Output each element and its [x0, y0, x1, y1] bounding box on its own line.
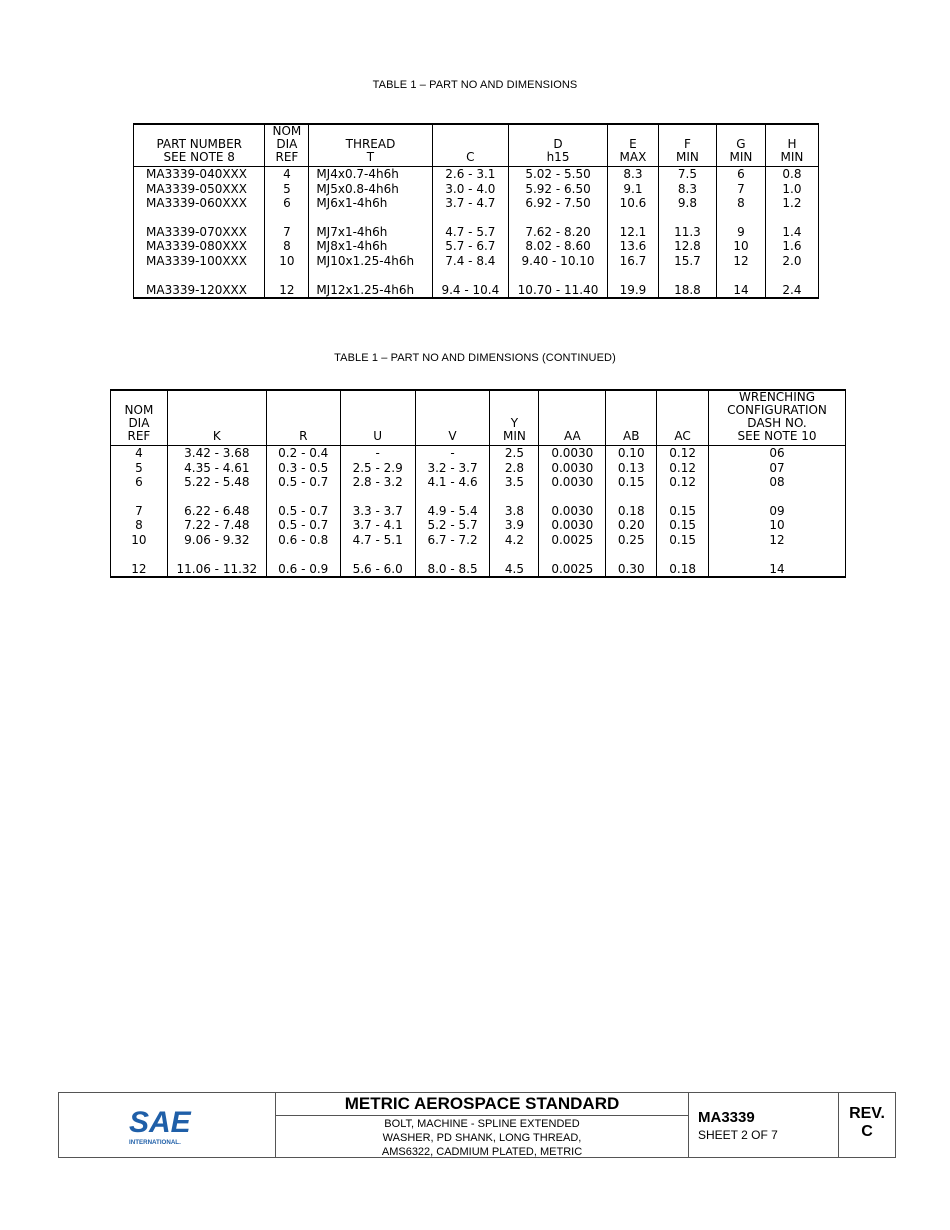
table-row — [111, 446, 846, 461]
table-cell: 3.8 — [490, 504, 539, 519]
sae-logo — [129, 1104, 209, 1148]
table-cell: 12 — [111, 562, 168, 578]
description-line-3: AMS6322, CADMIUM PLATED, METRIC — [381, 1146, 583, 1158]
table-cell: 6 — [265, 196, 309, 211]
column-header-line: D — [553, 137, 563, 151]
column-header — [167, 390, 266, 446]
column-header — [606, 390, 657, 446]
table-cell: MJ6x1-4h6h — [309, 196, 432, 211]
table-cell: 0.30 — [606, 562, 657, 578]
column-header — [266, 390, 340, 446]
table-cell: 5 — [265, 182, 309, 197]
table-cell: 11.3 — [658, 225, 716, 240]
spacer-cell — [607, 211, 658, 225]
column-header — [432, 124, 508, 167]
table-cell: 13.6 — [607, 239, 658, 254]
table-cell: 0.5 - 0.7 — [266, 504, 340, 519]
spacer-cell — [265, 211, 309, 225]
column-header — [490, 390, 539, 446]
table-cell: 0.15 — [657, 533, 709, 548]
spacer-row — [134, 211, 819, 225]
revision-label: REV. — [849, 1105, 885, 1122]
table-cell: MA3339-080XXX — [134, 239, 265, 254]
column-header-line: DIA — [128, 416, 150, 430]
table-cell: 0.0030 — [539, 475, 606, 490]
spacer-cell — [309, 269, 432, 283]
table-cell: 10 — [709, 518, 846, 533]
column-header-line: T — [366, 150, 375, 164]
column-header-line: MIN — [676, 150, 699, 164]
table-cell: 19.9 — [607, 283, 658, 299]
table-cell: 0.25 — [606, 533, 657, 548]
table-cell: 0.6 - 0.9 — [266, 562, 340, 578]
column-header-line: C — [466, 150, 475, 164]
table-cell: 9 — [717, 225, 766, 240]
table-cell: 10 — [717, 239, 766, 254]
column-header — [340, 390, 415, 446]
column-header-line: DIA — [276, 137, 298, 151]
table-cell: 10 — [111, 533, 168, 548]
table-cell: 5.7 - 6.7 — [432, 239, 508, 254]
table-cell: 4.5 — [490, 562, 539, 578]
column-header-line: WRENCHING — [739, 390, 816, 404]
spacer-cell — [765, 269, 818, 283]
title-block — [58, 1092, 896, 1158]
table-cell: 6 — [111, 475, 168, 490]
table-row — [111, 461, 846, 476]
table-row — [134, 225, 819, 240]
spacer-cell — [432, 269, 508, 283]
spacer-cell — [167, 548, 266, 562]
standard-title: METRIC AEROSPACE STANDARD — [276, 1093, 688, 1116]
table-cell: 9.8 — [658, 196, 716, 211]
column-header — [717, 124, 766, 167]
table-row — [111, 475, 846, 490]
table-cell: 9.40 - 10.10 — [509, 254, 608, 269]
table-cell: 0.3 - 0.5 — [266, 461, 340, 476]
table-cell: 8.0 - 8.5 — [415, 562, 490, 578]
column-header — [415, 390, 490, 446]
table-row — [111, 533, 846, 548]
table-cell: 4.9 - 5.4 — [415, 504, 490, 519]
table-cell: 2.6 - 3.1 — [432, 167, 508, 182]
spacer-cell — [657, 548, 709, 562]
spacer-cell — [167, 490, 266, 504]
table-row — [134, 182, 819, 197]
table-cell: MA3339-120XXX — [134, 283, 265, 299]
table-cell: 12 — [717, 254, 766, 269]
description-line-1: BOLT, MACHINE - SPLINE EXTENDED — [384, 1118, 580, 1130]
table-cell: 8 — [265, 239, 309, 254]
spacer-cell — [490, 548, 539, 562]
table-cell: 0.2 - 0.4 — [266, 446, 340, 461]
spacer-cell — [509, 269, 608, 283]
column-header-line: NOM — [272, 124, 302, 138]
spacer-cell — [340, 548, 415, 562]
spacer-cell — [658, 269, 716, 283]
spacer-cell — [765, 211, 818, 225]
table-row — [111, 504, 846, 519]
spacer-cell — [111, 548, 168, 562]
table-cell: 0.20 — [606, 518, 657, 533]
table-row — [134, 196, 819, 211]
table-cell: 0.15 — [657, 504, 709, 519]
column-header — [657, 390, 709, 446]
column-header-line: H — [787, 137, 797, 151]
table-cell: 11.06 - 11.32 — [167, 562, 266, 578]
spacer-cell — [509, 211, 608, 225]
column-header-line: SEE NOTE 10 — [737, 429, 817, 443]
spacer-cell — [658, 211, 716, 225]
table-cell: 3.7 - 4.7 — [432, 196, 508, 211]
column-header — [765, 124, 818, 167]
logo-cell — [59, 1093, 276, 1157]
table1-caption: TABLE 1 – PART NO AND DIMENSIONS — [372, 79, 578, 91]
table-cell: 2.8 - 3.2 — [340, 475, 415, 490]
table-cell: MA3339-040XXX — [134, 167, 265, 182]
table-cell: MJ5x0.8-4h6h — [309, 182, 432, 197]
table-cell: 0.0030 — [539, 461, 606, 476]
table-cell: 0.5 - 0.7 — [266, 518, 340, 533]
dimensions-continued-table — [110, 389, 846, 578]
spacer-cell — [657, 490, 709, 504]
spacer-cell — [266, 490, 340, 504]
document-cell — [689, 1093, 839, 1157]
table-cell: 0.0025 — [539, 533, 606, 548]
column-header-line: AC — [674, 429, 691, 443]
column-header — [709, 390, 846, 446]
column-header-line: F — [684, 137, 691, 151]
table-cell: 4 — [111, 446, 168, 461]
column-header — [509, 124, 608, 167]
spacer-cell — [415, 490, 490, 504]
table-row — [111, 562, 846, 578]
spacer-cell — [539, 490, 606, 504]
table-cell: 09 — [709, 504, 846, 519]
table-cell: MA3339-100XXX — [134, 254, 265, 269]
table-cell: MA3339-060XXX — [134, 196, 265, 211]
column-header-line: NOM — [124, 403, 154, 417]
spacer-cell — [709, 548, 846, 562]
spacer-cell — [111, 490, 168, 504]
spacer-cell — [266, 548, 340, 562]
table-row — [134, 239, 819, 254]
table-cell: 2.4 — [765, 283, 818, 299]
table-cell: 0.12 — [657, 475, 709, 490]
table-cell: 2.5 — [490, 446, 539, 461]
column-header-line: THREAD — [345, 137, 396, 151]
spacer-cell — [490, 490, 539, 504]
column-header — [309, 124, 432, 167]
table-cell: 0.10 — [606, 446, 657, 461]
column-header-line: SEE NOTE 8 — [163, 150, 235, 164]
table-cell: 4.2 — [490, 533, 539, 548]
table-cell: 0.15 — [657, 518, 709, 533]
table-cell: 4.7 - 5.7 — [432, 225, 508, 240]
table-cell: 8.3 — [658, 182, 716, 197]
table-cell: 3.9 — [490, 518, 539, 533]
table-cell: 5.02 - 5.50 — [509, 167, 608, 182]
table-cell: MJ4x0.7-4h6h — [309, 167, 432, 182]
table-cell: 5 — [111, 461, 168, 476]
table-cell: 0.0025 — [539, 562, 606, 578]
revision-value: C — [861, 1123, 873, 1140]
column-header-line: MIN — [502, 429, 526, 443]
table-cell: 3.3 - 3.7 — [340, 504, 415, 519]
column-header-line: CONFIGURATION — [727, 403, 827, 417]
table-cell: MJ7x1-4h6h — [309, 225, 432, 240]
table-cell: 0.0030 — [539, 504, 606, 519]
table-cell: - — [415, 446, 490, 461]
column-header — [658, 124, 716, 167]
table2-caption: TABLE 1 – PART NO AND DIMENSIONS (CONTINUED) — [334, 352, 616, 364]
column-header-line: AA — [563, 429, 581, 443]
column-header — [111, 390, 168, 446]
table-cell: 0.6 - 0.8 — [266, 533, 340, 548]
table-cell: 0.13 — [606, 461, 657, 476]
table-cell: 15.7 — [658, 254, 716, 269]
column-header-line: PART NUMBER — [156, 137, 243, 151]
title-cell — [276, 1093, 689, 1157]
table-cell: 0.18 — [606, 504, 657, 519]
table-cell: 8 — [717, 196, 766, 211]
table-cell: 10.6 — [607, 196, 658, 211]
spacer-cell — [415, 548, 490, 562]
table-cell: 0.0030 — [539, 518, 606, 533]
column-header-line: Y — [510, 416, 519, 430]
table-cell: 6 — [717, 167, 766, 182]
spacer-row — [134, 269, 819, 283]
spacer-row — [111, 548, 846, 562]
spacer-cell — [309, 211, 432, 225]
sae-logo-subtext: INTERNATIONAL. — [129, 1139, 181, 1146]
table-cell: 0.5 - 0.7 — [266, 475, 340, 490]
spacer-row — [111, 490, 846, 504]
table-cell: 2.0 — [765, 254, 818, 269]
table-cell: 4 — [265, 167, 309, 182]
table-cell: 6.92 - 7.50 — [509, 196, 608, 211]
table-cell: 4.7 - 5.1 — [340, 533, 415, 548]
column-header — [265, 124, 309, 167]
table-cell: 7 — [111, 504, 168, 519]
table-cell: 5.2 - 5.7 — [415, 518, 490, 533]
spacer-cell — [607, 269, 658, 283]
table-cell: MJ8x1-4h6h — [309, 239, 432, 254]
column-header — [539, 390, 606, 446]
column-header-line: AB — [622, 429, 640, 443]
table-cell: 9.1 — [607, 182, 658, 197]
description-line-2: WASHER, PD SHANK, LONG THREAD, — [382, 1132, 582, 1144]
table-cell: 10 — [265, 254, 309, 269]
table-row — [134, 167, 819, 182]
table-cell: 4.35 - 4.61 — [167, 461, 266, 476]
revision-cell — [839, 1093, 895, 1157]
table-cell: 9.4 - 10.4 — [432, 283, 508, 299]
table-row — [134, 283, 819, 299]
table-cell: 06 — [709, 446, 846, 461]
column-header-line: E — [629, 137, 637, 151]
table-cell: 3.0 - 4.0 — [432, 182, 508, 197]
table-cell: 1.4 — [765, 225, 818, 240]
table-cell: 2.5 - 2.9 — [340, 461, 415, 476]
dimensions-table — [133, 123, 819, 299]
column-header-line: K — [212, 429, 221, 443]
table-cell: 07 — [709, 461, 846, 476]
column-header — [134, 124, 265, 167]
column-header-line: U — [373, 429, 383, 443]
table-cell: 2.8 — [490, 461, 539, 476]
table-cell: - — [340, 446, 415, 461]
table-cell: 0.8 — [765, 167, 818, 182]
table-cell: MA3339-070XXX — [134, 225, 265, 240]
part-description — [276, 1116, 688, 1159]
table-cell: 7.62 - 8.20 — [509, 225, 608, 240]
column-header-line: MIN — [729, 150, 753, 164]
table-cell: 7.4 - 8.4 — [432, 254, 508, 269]
table-cell: 0.12 — [657, 446, 709, 461]
table-cell: 8 — [111, 518, 168, 533]
table-cell: 14 — [709, 562, 846, 578]
column-header-line: MIN — [780, 150, 804, 164]
table-cell: 14 — [717, 283, 766, 299]
table-cell: 8.02 - 8.60 — [509, 239, 608, 254]
table-cell: 12.8 — [658, 239, 716, 254]
table-cell: 08 — [709, 475, 846, 490]
spacer-cell — [539, 548, 606, 562]
table-cell: 1.2 — [765, 196, 818, 211]
column-header-line: V — [448, 429, 457, 443]
table-cell: 16.7 — [607, 254, 658, 269]
column-header-line: DASH NO. — [747, 416, 807, 430]
table-cell: 0.0030 — [539, 446, 606, 461]
table-cell: 3.7 - 4.1 — [340, 518, 415, 533]
column-header-line: h15 — [546, 150, 570, 164]
table-cell: 7 — [265, 225, 309, 240]
table-cell: 8.3 — [607, 167, 658, 182]
table-cell: 7.22 - 7.48 — [167, 518, 266, 533]
table-cell: 18.8 — [658, 283, 716, 299]
column-header-line: REF — [127, 429, 151, 443]
table-cell: 7 — [717, 182, 766, 197]
table-row — [111, 518, 846, 533]
table-cell: 0.18 — [657, 562, 709, 578]
table-cell: 1.0 — [765, 182, 818, 197]
table-cell: 12 — [709, 533, 846, 548]
spacer-cell — [265, 269, 309, 283]
table-cell: 3.2 - 3.7 — [415, 461, 490, 476]
column-header-line: G — [736, 137, 746, 151]
table-cell: 6.7 - 7.2 — [415, 533, 490, 548]
column-header-line: REF — [275, 150, 299, 164]
spacer-cell — [340, 490, 415, 504]
sae-logo-text: SAE — [129, 1106, 191, 1139]
table-cell: 10.70 - 11.40 — [509, 283, 608, 299]
column-header-line: MAX — [619, 150, 647, 164]
spacer-cell — [134, 269, 265, 283]
sheet-number: SHEET 2 OF 7 — [698, 1128, 778, 1142]
table-cell: 12.1 — [607, 225, 658, 240]
spacer-cell — [717, 269, 766, 283]
table-cell: 3.5 — [490, 475, 539, 490]
spacer-cell — [717, 211, 766, 225]
table-cell: 7.5 — [658, 167, 716, 182]
spacer-cell — [134, 211, 265, 225]
spacer-cell — [606, 490, 657, 504]
table-cell: MA3339-050XXX — [134, 182, 265, 197]
table-cell: MJ10x1.25-4h6h — [309, 254, 432, 269]
table-cell: 9.06 - 9.32 — [167, 533, 266, 548]
table-cell: 1.6 — [765, 239, 818, 254]
table-cell: 5.92 - 6.50 — [509, 182, 608, 197]
table-cell: 4.1 - 4.6 — [415, 475, 490, 490]
table-cell: 0.12 — [657, 461, 709, 476]
table-cell: 3.42 - 3.68 — [167, 446, 266, 461]
document-number: MA3339 — [698, 1109, 755, 1126]
table-cell: 0.15 — [606, 475, 657, 490]
spacer-cell — [709, 490, 846, 504]
table-cell: 5.6 - 6.0 — [340, 562, 415, 578]
table-cell: MJ12x1.25-4h6h — [309, 283, 432, 299]
spacer-cell — [432, 211, 508, 225]
column-header — [607, 124, 658, 167]
table-cell: 5.22 - 5.48 — [167, 475, 266, 490]
column-header-line: R — [299, 429, 308, 443]
spacer-cell — [606, 548, 657, 562]
table-cell: 12 — [265, 283, 309, 299]
table-row — [134, 254, 819, 269]
table-cell: 6.22 - 6.48 — [167, 504, 266, 519]
